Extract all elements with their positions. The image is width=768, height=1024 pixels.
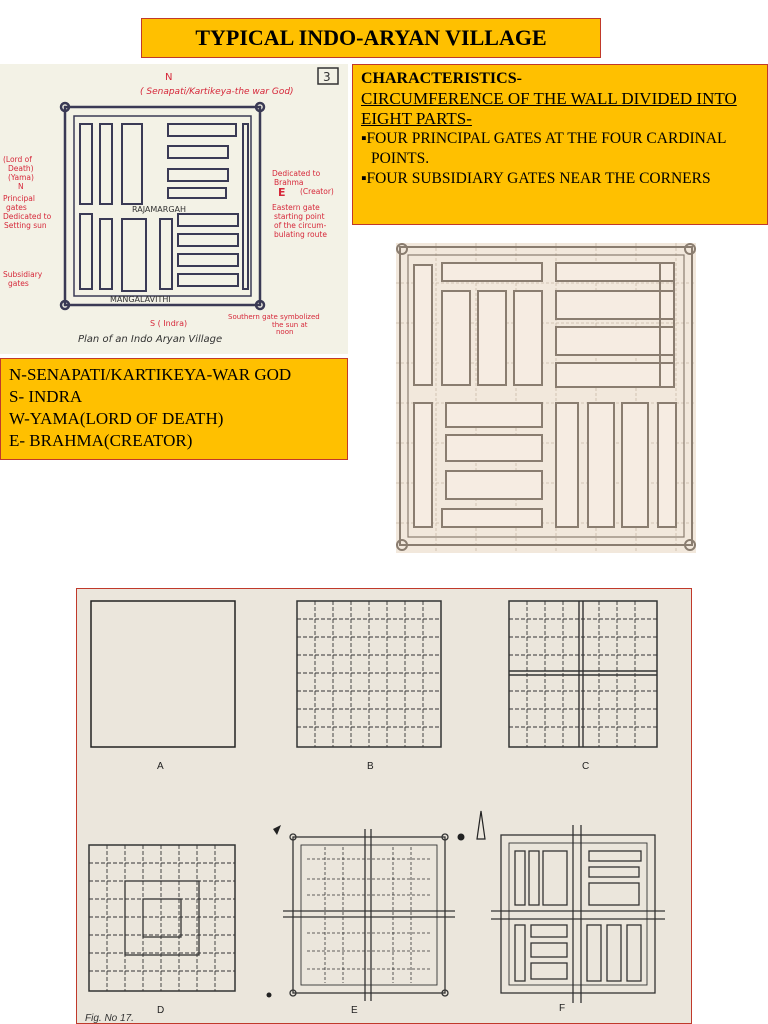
figure-label-e: E xyxy=(351,1005,358,1016)
svg-text:S ( Indra): S ( Indra) xyxy=(150,319,188,328)
figure-c xyxy=(509,601,657,747)
page-title: TYPICAL INDO-ARYAN VILLAGE xyxy=(141,18,601,58)
west-annotations xyxy=(3,155,52,288)
svg-text:(Lord of: (Lord of xyxy=(3,155,32,164)
legend-line: N-SENAPATI/KARTIKEYA-WAR GOD xyxy=(9,365,292,384)
south-annotations xyxy=(78,313,320,345)
road-mangalavithi: MANGALAVITHI xyxy=(110,295,171,304)
north-label: N xyxy=(165,72,173,83)
characteristics-bullet: ▪FOUR PRINCIPAL GATES AT THE FOUR CARDINAL POINTS. xyxy=(361,130,726,167)
figure-b xyxy=(297,601,441,747)
svg-text:Dedicated to: Dedicated to xyxy=(272,169,321,178)
figure-label-a: A xyxy=(157,761,164,772)
east-annotations xyxy=(272,169,334,239)
page-number: 3 xyxy=(323,70,331,84)
svg-text:Dedicated to: Dedicated to xyxy=(3,212,52,221)
figure-label-b: B xyxy=(367,761,374,772)
svg-text:gates: gates xyxy=(6,203,27,212)
direction-legend xyxy=(0,358,348,460)
svg-text:E: E xyxy=(278,186,286,199)
svg-text:of the circum-: of the circum- xyxy=(274,221,327,230)
legend-line: E- BRAHMA(CREATOR) xyxy=(9,431,193,450)
characteristics-box xyxy=(352,64,768,225)
svg-text:(Yama): (Yama) xyxy=(8,173,34,182)
svg-text:starting point: starting point xyxy=(274,212,325,221)
village-grid-plan xyxy=(396,243,696,553)
figure-e xyxy=(283,829,455,1001)
svg-text:(Creator): (Creator) xyxy=(300,187,334,196)
hand-drawn-village-plan xyxy=(0,64,348,354)
svg-text:the sun at: the sun at xyxy=(272,321,308,329)
svg-text:Subsidiary: Subsidiary xyxy=(3,270,43,279)
svg-text:gates: gates xyxy=(8,279,29,288)
figure-a xyxy=(91,601,235,747)
svg-text:Eastern gate: Eastern gate xyxy=(272,203,320,212)
svg-text:N: N xyxy=(18,182,24,191)
grid-evolution-figures xyxy=(76,588,692,1024)
legend-line: W-YAMA(LORD OF DEATH) xyxy=(9,409,224,428)
svg-text:bulating route: bulating route xyxy=(274,230,327,239)
legend-line: S- INDRA xyxy=(9,387,83,406)
characteristics-subheading: CIRCUMFERENCE OF THE WALL DIVIDED INTO EIGHT PARTS- xyxy=(361,89,737,128)
road-rajamargah: RAJAMARGAH xyxy=(132,205,187,214)
figure-label-c: C xyxy=(582,761,590,772)
svg-text:Principal: Principal xyxy=(3,194,35,203)
figure-label-f: F xyxy=(559,1003,566,1014)
sketch-caption: Plan of an Indo Aryan Village xyxy=(78,334,223,345)
figure-d xyxy=(89,845,235,991)
figure-f xyxy=(491,825,665,1003)
svg-text:Setting sun: Setting sun xyxy=(4,221,47,230)
north-note: ( Senapati/Kartikeya-the war God) xyxy=(140,87,294,97)
north-arrow xyxy=(458,811,485,840)
characteristics-bullet: ▪FOUR SUBSIDIARY GATES NEAR THE CORNERS xyxy=(361,170,711,187)
figure-caption: Fig. No 17. xyxy=(85,1013,134,1024)
svg-text:Southern gate symbolized: Southern gate symbolized xyxy=(228,313,320,321)
svg-text:Death): Death) xyxy=(8,164,34,173)
characteristics-heading: CHARACTERISTICS- xyxy=(361,70,522,87)
svg-text:Brahma: Brahma xyxy=(274,178,304,187)
figure-label-d: D xyxy=(157,1005,165,1016)
svg-text:noon: noon xyxy=(276,328,294,336)
